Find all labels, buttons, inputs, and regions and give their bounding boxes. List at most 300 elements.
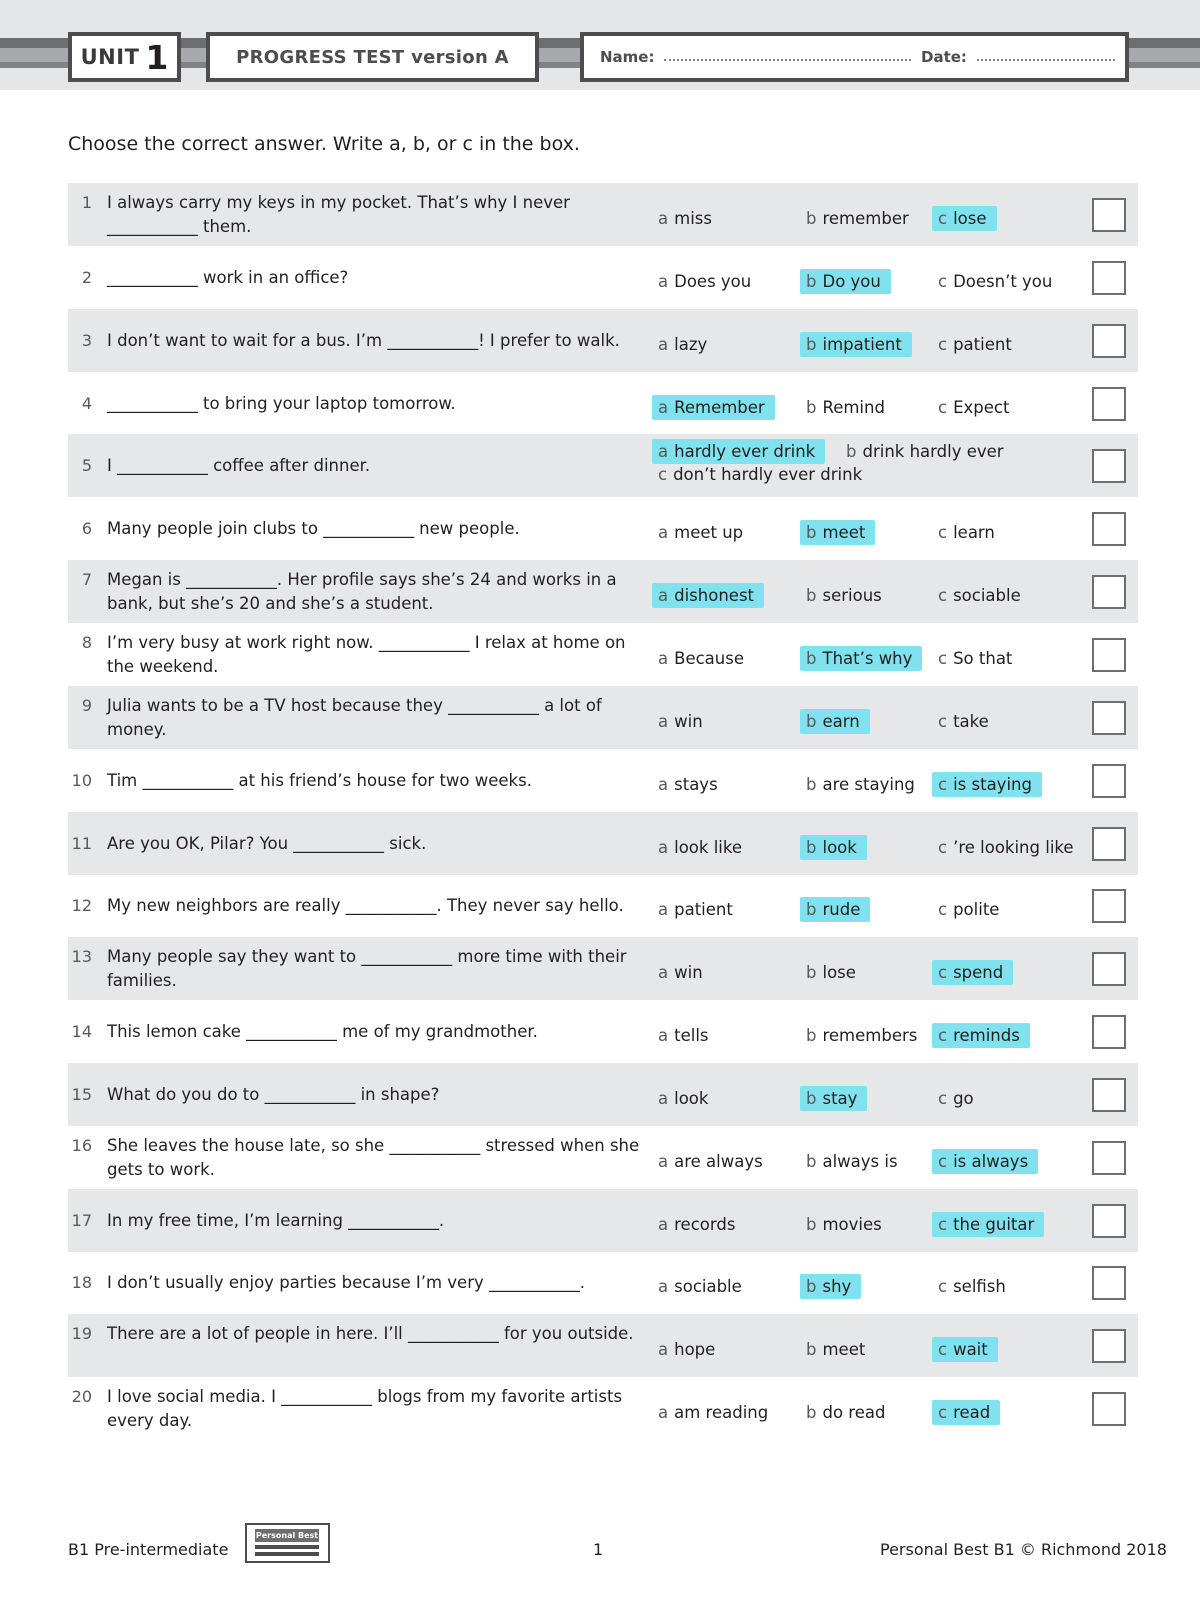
option-letter: c — [938, 209, 948, 228]
option-letter: c — [938, 648, 948, 668]
answer-box[interactable] — [1092, 1266, 1126, 1300]
option-c — [938, 209, 997, 228]
option-text: Because — [674, 648, 744, 668]
option-letter: c — [938, 397, 948, 417]
option-text: miss — [674, 209, 712, 228]
option-text: wait — [953, 1340, 988, 1360]
option-letter: a — [658, 271, 669, 291]
answer-highlight — [932, 1337, 998, 1362]
option-text: reminds — [953, 1026, 1020, 1046]
option-a — [658, 398, 775, 417]
option-a — [658, 775, 718, 794]
option-letter: c — [938, 900, 948, 920]
option-letter: c — [938, 1277, 948, 1297]
option-text: meet — [822, 1340, 866, 1360]
option-content — [658, 1026, 709, 1045]
option-c — [938, 586, 1021, 605]
option-a — [658, 335, 707, 354]
option-letter: b — [806, 1277, 817, 1297]
question-text: I always carry my keys in my pocket. That’s why I never ___________ them. — [107, 193, 570, 236]
option-letter: a — [658, 397, 669, 417]
option-text: don’t hardly ever drink — [673, 465, 863, 485]
option-b — [806, 1340, 865, 1359]
option-text: the guitar — [953, 1214, 1035, 1234]
question-text: I don’t usually enjoy parties because I’m very ___________. — [107, 1273, 586, 1293]
option-text: are always — [674, 1151, 763, 1171]
answer-box[interactable] — [1092, 827, 1126, 861]
option-content — [658, 1215, 735, 1234]
option-letter: c — [938, 1151, 948, 1171]
unit-label: UNIT — [80, 45, 140, 69]
question-row — [68, 372, 1138, 435]
question-number: 15 — [71, 1084, 92, 1104]
question-number: 10 — [71, 770, 92, 790]
option-letter: c — [938, 1214, 948, 1234]
question-row — [68, 937, 1138, 1000]
option-b — [806, 1089, 867, 1108]
name-label: Name: — [600, 48, 655, 66]
option-letter: a — [658, 963, 669, 983]
answer-box[interactable] — [1092, 387, 1126, 421]
option-letter: a — [658, 1214, 669, 1234]
option-text: Do you — [822, 271, 881, 291]
option-content — [658, 465, 862, 484]
option-letter: b — [806, 963, 817, 983]
answer-highlight — [652, 395, 775, 420]
option-letter: b — [806, 900, 817, 920]
test-title: PROGRESS TEST version A — [236, 46, 509, 68]
option-text: am reading — [674, 1403, 769, 1423]
option-letter: a — [658, 1403, 669, 1423]
option-content — [806, 775, 915, 794]
option-letter: a — [658, 1026, 669, 1046]
option-text: are staying — [822, 774, 915, 794]
option-content — [938, 398, 1009, 417]
option-c — [938, 712, 989, 731]
option-content — [938, 335, 1012, 354]
option-c — [938, 649, 1012, 668]
question-row — [68, 686, 1138, 749]
option-letter: b — [806, 1340, 817, 1360]
option-letter: a — [658, 209, 669, 228]
answer-box[interactable] — [1092, 324, 1126, 358]
answer-highlight — [932, 772, 1042, 797]
option-a — [658, 1277, 742, 1296]
option-text: sociable — [953, 586, 1021, 606]
question-text: There are a lot of people in here. I’ll ___________ for you outside. — [107, 1324, 634, 1344]
option-text: always is — [822, 1151, 898, 1171]
answer-highlight — [932, 1400, 1000, 1425]
option-letter: b — [846, 442, 857, 462]
option-letter: b — [806, 1214, 817, 1234]
date-label: Date: — [921, 48, 967, 66]
option-content — [658, 1403, 768, 1422]
question-text: Julia wants to be a TV host because they ___________ a lot of money. — [107, 695, 602, 739]
option-b — [806, 775, 915, 794]
answer-highlight — [800, 897, 870, 922]
option-b — [806, 1215, 882, 1234]
question-number: 5 — [81, 456, 92, 476]
option-c — [938, 1215, 1044, 1234]
option-content — [806, 1215, 882, 1234]
option-letter: b — [806, 334, 817, 354]
option-content — [938, 1089, 974, 1108]
option-content — [658, 1340, 715, 1359]
option-letter: a — [658, 711, 669, 731]
option-a — [658, 649, 744, 668]
answer-box[interactable] — [1092, 512, 1126, 546]
option-text: lazy — [674, 334, 708, 354]
option-b — [806, 272, 891, 291]
option-text: look — [674, 1088, 709, 1108]
option-letter: b — [806, 209, 817, 228]
option-a — [658, 1340, 715, 1359]
option-text: Does you — [674, 271, 752, 291]
option-b — [806, 1403, 885, 1422]
question-text: I ___________ coffee after dinner. — [107, 456, 371, 476]
option-letter: c — [938, 774, 948, 794]
option-c — [938, 272, 1052, 291]
option-letter: c — [938, 1340, 948, 1360]
question-row — [68, 560, 1138, 623]
answer-highlight — [800, 332, 912, 357]
question-row — [68, 1063, 1138, 1126]
option-text: win — [674, 711, 703, 731]
answer-box[interactable] — [1092, 638, 1126, 672]
option-a — [658, 1403, 768, 1422]
option-text: learn — [953, 523, 995, 543]
question-number: 11 — [71, 833, 92, 853]
option-a — [658, 900, 733, 919]
question-number: 17 — [71, 1210, 92, 1230]
option-letter: a — [658, 648, 669, 668]
option-content — [658, 900, 733, 919]
question-number: 6 — [81, 519, 92, 539]
option-text: ’re looking like — [953, 837, 1074, 857]
option-content — [938, 649, 1012, 668]
option-text: patient — [953, 334, 1012, 354]
option-b — [806, 1277, 861, 1296]
question-number: 2 — [81, 267, 92, 287]
option-content — [658, 272, 751, 291]
option-content — [938, 523, 995, 542]
option-b — [806, 398, 885, 417]
option-c — [938, 523, 995, 542]
option-text: lose — [953, 209, 987, 228]
option-letter: a — [658, 442, 669, 462]
answer-highlight — [800, 269, 891, 294]
question-text: She leaves the house late, so she ___________ stressed when she gets to work. — [107, 1135, 640, 1179]
option-text: serious — [822, 586, 882, 606]
question-text: ___________ work in an office? — [107, 267, 349, 287]
option-text: drink hardly ever — [862, 442, 1004, 462]
answer-highlight — [800, 709, 870, 734]
question-number: 20 — [71, 1387, 92, 1407]
option-content — [658, 523, 743, 542]
question-text: Many people join clubs to ___________ new people. — [107, 519, 520, 539]
question-row — [68, 1377, 1138, 1440]
footer-level: B1 Pre-intermediate — [68, 1540, 229, 1559]
answer-box[interactable] — [1092, 952, 1126, 986]
option-letter: a — [658, 523, 669, 543]
option-a — [658, 442, 825, 461]
option-letter: b — [806, 1026, 817, 1046]
option-text: sociable — [674, 1277, 742, 1297]
answer-highlight — [800, 1086, 867, 1111]
option-text: do read — [822, 1403, 886, 1423]
option-text: read — [953, 1403, 991, 1423]
option-content — [806, 209, 909, 228]
question-number: 7 — [81, 570, 92, 590]
option-content — [938, 586, 1021, 605]
option-letter: a — [658, 334, 669, 354]
option-b — [806, 586, 882, 605]
option-a — [658, 272, 751, 291]
name-field[interactable] — [664, 59, 911, 61]
option-text: meet up — [674, 523, 744, 543]
answer-highlight — [932, 1023, 1030, 1048]
question-row — [68, 434, 1138, 497]
option-letter: b — [806, 711, 817, 731]
answer-box[interactable] — [1092, 1015, 1126, 1049]
option-text: patient — [674, 900, 733, 920]
answer-box[interactable] — [1092, 1204, 1126, 1238]
option-b — [846, 442, 1004, 461]
question-number: 16 — [71, 1135, 92, 1155]
option-c — [938, 1277, 1006, 1296]
question-number: 4 — [81, 393, 92, 413]
question-row — [68, 874, 1138, 937]
question-text: What do you do to ___________ in shape? — [107, 1084, 440, 1104]
option-text: shy — [822, 1277, 852, 1297]
option-text: remembers — [822, 1026, 918, 1046]
option-text: remember — [822, 209, 909, 228]
answer-box[interactable] — [1092, 1141, 1126, 1175]
answer-highlight — [800, 1274, 861, 1299]
question-text: I love social media. I ___________ blogs from my favorite artists every day. — [107, 1387, 623, 1431]
question-text: I don’t want to wait for a bus. I’m ___________! I prefer to walk. — [107, 330, 620, 350]
option-content — [806, 1026, 917, 1045]
option-letter: c — [938, 837, 948, 857]
question-row — [68, 1000, 1138, 1063]
personal-best-logo — [245, 1523, 330, 1563]
option-letter: b — [806, 774, 817, 794]
question-row — [68, 309, 1138, 372]
option-text: Remind — [822, 397, 885, 417]
answer-box[interactable] — [1092, 198, 1126, 232]
option-text: is staying — [953, 774, 1032, 794]
question-text: Tim ___________ at his friend’s house for two weeks. — [107, 770, 532, 790]
answer-box[interactable] — [1092, 261, 1126, 295]
option-text: meet — [822, 523, 866, 543]
option-text: spend — [953, 963, 1004, 983]
option-b — [806, 1026, 917, 1045]
option-letter: a — [658, 1277, 669, 1297]
option-letter: c — [938, 1026, 948, 1046]
option-text: dishonest — [674, 586, 755, 606]
option-b — [806, 1152, 898, 1171]
question-row — [68, 1189, 1138, 1252]
option-text: rude — [822, 900, 861, 920]
option-letter: b — [806, 523, 817, 543]
option-letter: b — [806, 1151, 817, 1171]
option-letter: a — [658, 837, 669, 857]
option-content — [658, 1277, 742, 1296]
option-text: stay — [822, 1088, 858, 1108]
option-b — [806, 900, 870, 919]
answer-box[interactable] — [1092, 575, 1126, 609]
option-a — [658, 1026, 709, 1045]
option-letter: a — [658, 1088, 669, 1108]
option-content — [658, 838, 742, 857]
option-c — [658, 465, 862, 484]
question-number: 9 — [81, 695, 92, 715]
answer-highlight — [932, 206, 997, 231]
option-text: polite — [953, 900, 1000, 920]
option-content — [806, 586, 882, 605]
answer-box[interactable] — [1092, 1392, 1126, 1426]
option-letter: c — [938, 1403, 948, 1423]
answer-highlight — [800, 520, 875, 545]
option-content — [938, 712, 989, 731]
option-text: Expect — [953, 397, 1010, 417]
option-letter: c — [658, 465, 668, 485]
answer-highlight — [932, 1149, 1038, 1174]
option-content — [806, 1403, 885, 1422]
answer-highlight — [652, 439, 825, 464]
option-content — [658, 209, 712, 228]
option-content — [658, 335, 707, 354]
unit-box — [68, 32, 181, 82]
option-a — [658, 838, 742, 857]
option-text: is always — [953, 1151, 1029, 1171]
question-text: ___________ to bring your laptop tomorrow. — [107, 393, 456, 413]
option-letter: a — [658, 1151, 669, 1171]
option-letter: b — [806, 648, 817, 668]
page-number: 1 — [593, 1540, 604, 1559]
option-text: So that — [953, 648, 1013, 668]
option-content — [658, 775, 718, 794]
option-text: hardly ever drink — [674, 442, 816, 462]
question-row — [68, 1314, 1138, 1377]
option-text: look like — [674, 837, 742, 857]
option-a — [658, 1215, 735, 1234]
option-text: lose — [822, 963, 856, 983]
option-text: impatient — [822, 334, 902, 354]
question-number: 1 — [81, 193, 92, 212]
question-text: Many people say they want to ___________ more time with their families. — [107, 947, 627, 991]
question-number: 18 — [71, 1273, 92, 1293]
option-letter: b — [806, 586, 817, 606]
question-row — [68, 1251, 1138, 1314]
option-letter: a — [658, 774, 669, 794]
option-letter: c — [938, 271, 948, 291]
option-letter: b — [806, 1403, 817, 1423]
question-number: 8 — [81, 632, 92, 652]
answer-box[interactable] — [1092, 1078, 1126, 1112]
footer-copyright: Personal Best B1 © Richmond 2018 — [880, 1540, 1167, 1559]
answer-box[interactable] — [1092, 889, 1126, 923]
answer-box[interactable] — [1092, 701, 1126, 735]
option-text: look — [822, 837, 857, 857]
option-content — [806, 963, 856, 982]
option-text: go — [953, 1088, 974, 1108]
option-text: tells — [674, 1026, 709, 1046]
question-text: My new neighbors are really ___________. They never say hello. — [107, 896, 624, 916]
option-c — [938, 775, 1042, 794]
option-c — [938, 398, 1009, 417]
option-text: win — [674, 963, 703, 983]
option-text: hope — [674, 1340, 716, 1360]
option-b — [806, 712, 870, 731]
question-row — [68, 246, 1138, 309]
question-row — [68, 749, 1138, 812]
option-letter: b — [806, 1088, 817, 1108]
question-row — [68, 497, 1138, 560]
option-b — [806, 649, 922, 668]
option-content — [938, 900, 999, 919]
option-a — [658, 586, 764, 605]
answer-box[interactable] — [1092, 764, 1126, 798]
option-content — [806, 1152, 898, 1171]
date-field[interactable] — [977, 59, 1115, 61]
option-a — [658, 209, 712, 228]
option-text: Doesn’t you — [953, 271, 1053, 291]
question-row — [68, 623, 1138, 686]
option-letter: c — [938, 711, 948, 731]
answer-highlight — [800, 835, 867, 860]
question-row — [68, 1126, 1138, 1189]
option-content — [938, 272, 1052, 291]
option-a — [658, 1089, 708, 1108]
option-letter: c — [938, 586, 948, 606]
option-letter: b — [806, 271, 817, 291]
answer-highlight — [800, 646, 922, 671]
option-text: That’s why — [822, 648, 913, 668]
question-text: In my free time, I’m learning ___________. — [107, 1210, 445, 1230]
question-text: I’m very busy at work right now. ___________ I relax at home on the weekend. — [107, 632, 626, 676]
option-c — [938, 1340, 998, 1359]
option-a — [658, 1152, 763, 1171]
question-text: This lemon cake ___________ me of my grandmother. — [107, 1022, 538, 1042]
option-c — [938, 1152, 1038, 1171]
option-content — [658, 649, 744, 668]
instruction: Choose the correct answer. Write a, b, or c in the box. — [68, 133, 580, 155]
option-text: earn — [822, 711, 860, 731]
answer-box[interactable] — [1092, 449, 1126, 483]
option-content — [938, 838, 1074, 857]
option-b — [806, 838, 867, 857]
answer-box[interactable] — [1092, 1329, 1126, 1363]
option-c — [938, 963, 1013, 982]
question-text: Are you OK, Pilar? You ___________ sick. — [107, 833, 427, 853]
option-content — [938, 1277, 1006, 1296]
option-text: movies — [822, 1214, 882, 1234]
option-c — [938, 1089, 974, 1108]
option-text: selfish — [953, 1277, 1006, 1297]
option-letter: c — [938, 963, 948, 983]
option-b — [806, 335, 912, 354]
answer-highlight — [652, 583, 764, 608]
option-a — [658, 963, 703, 982]
option-c — [938, 900, 999, 919]
option-letter: c — [938, 1088, 948, 1108]
question-number: 14 — [71, 1022, 92, 1042]
question-number: 13 — [71, 947, 92, 967]
answer-highlight — [932, 1212, 1044, 1237]
option-text: stays — [674, 774, 718, 794]
option-content — [806, 1340, 865, 1359]
